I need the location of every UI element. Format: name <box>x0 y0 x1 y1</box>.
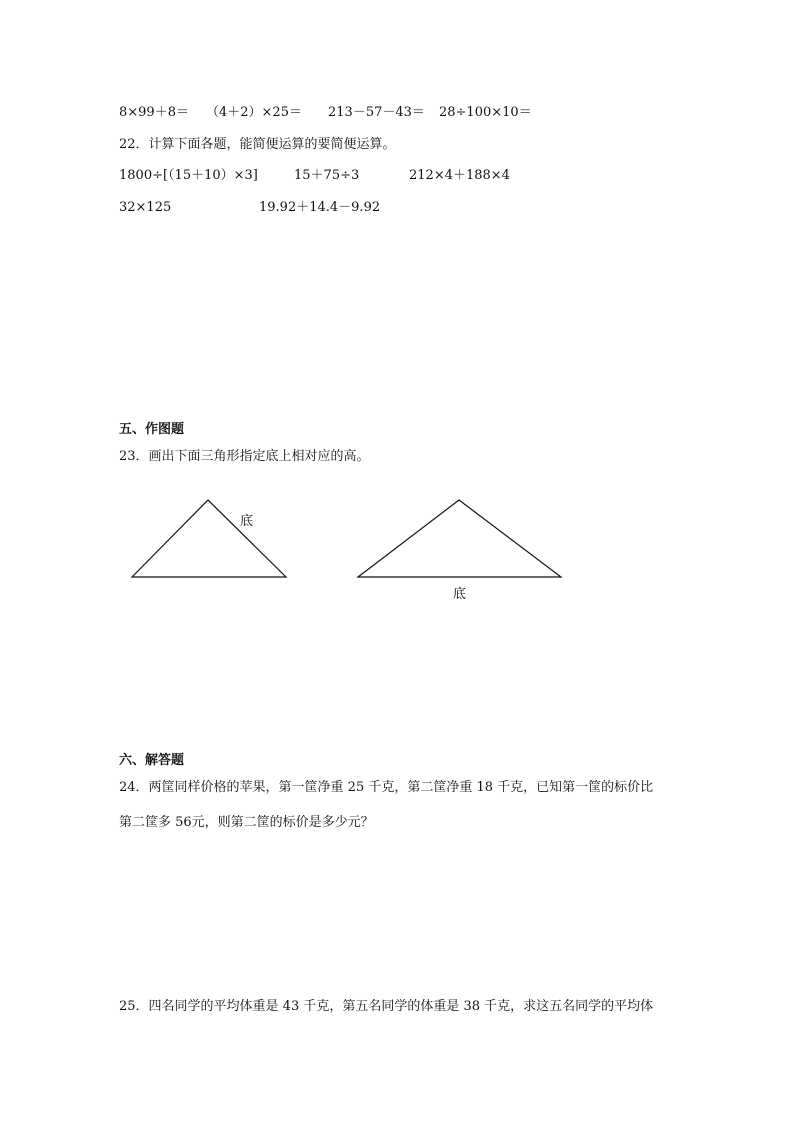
question-25-line-1: 25．四名同学的平均体重是 43 千克，第五名同学的体重是 38 千克，求这五名同学的平均体 <box>119 999 654 1014</box>
section-heading: 五、作图题 <box>119 422 185 437</box>
expression: 8×99＋8＝ <box>119 105 189 120</box>
question-23-title: 23．画出下面三角形指定底上相对应的高。 <box>119 449 370 464</box>
right-triangle <box>358 500 561 577</box>
question-24-line-1: 24．两筐同样价格的苹果，第一筐净重 25 千克，第二筐净重 18 千克，已知第一筐的标价比 <box>119 780 654 795</box>
base-label: 底 <box>453 587 467 602</box>
expression: 212×4＋188×4 <box>409 168 510 183</box>
expression: 213－57－43＝ <box>328 105 425 120</box>
expression: 19.92＋14.4－9.92 <box>259 200 381 215</box>
base-label: 底 <box>240 514 254 529</box>
expression: 15＋75÷3 <box>294 168 360 183</box>
left-triangle <box>132 500 286 577</box>
section-heading: 六、解答题 <box>119 753 185 768</box>
question-24-line-2: 第二筐多 56元，则第二筐的标价是多少元？ <box>119 815 374 830</box>
expression: 32×125 <box>119 200 172 215</box>
expression: 1800÷[（15＋10）×3] <box>119 168 258 183</box>
question-22-title: 22．计算下面各题，能简便运算的要简便运算。 <box>119 137 396 152</box>
expression: （4＋2）×25＝ <box>206 105 302 120</box>
triangles-figure <box>0 490 794 610</box>
expression: 28÷100×10＝ <box>439 105 532 120</box>
